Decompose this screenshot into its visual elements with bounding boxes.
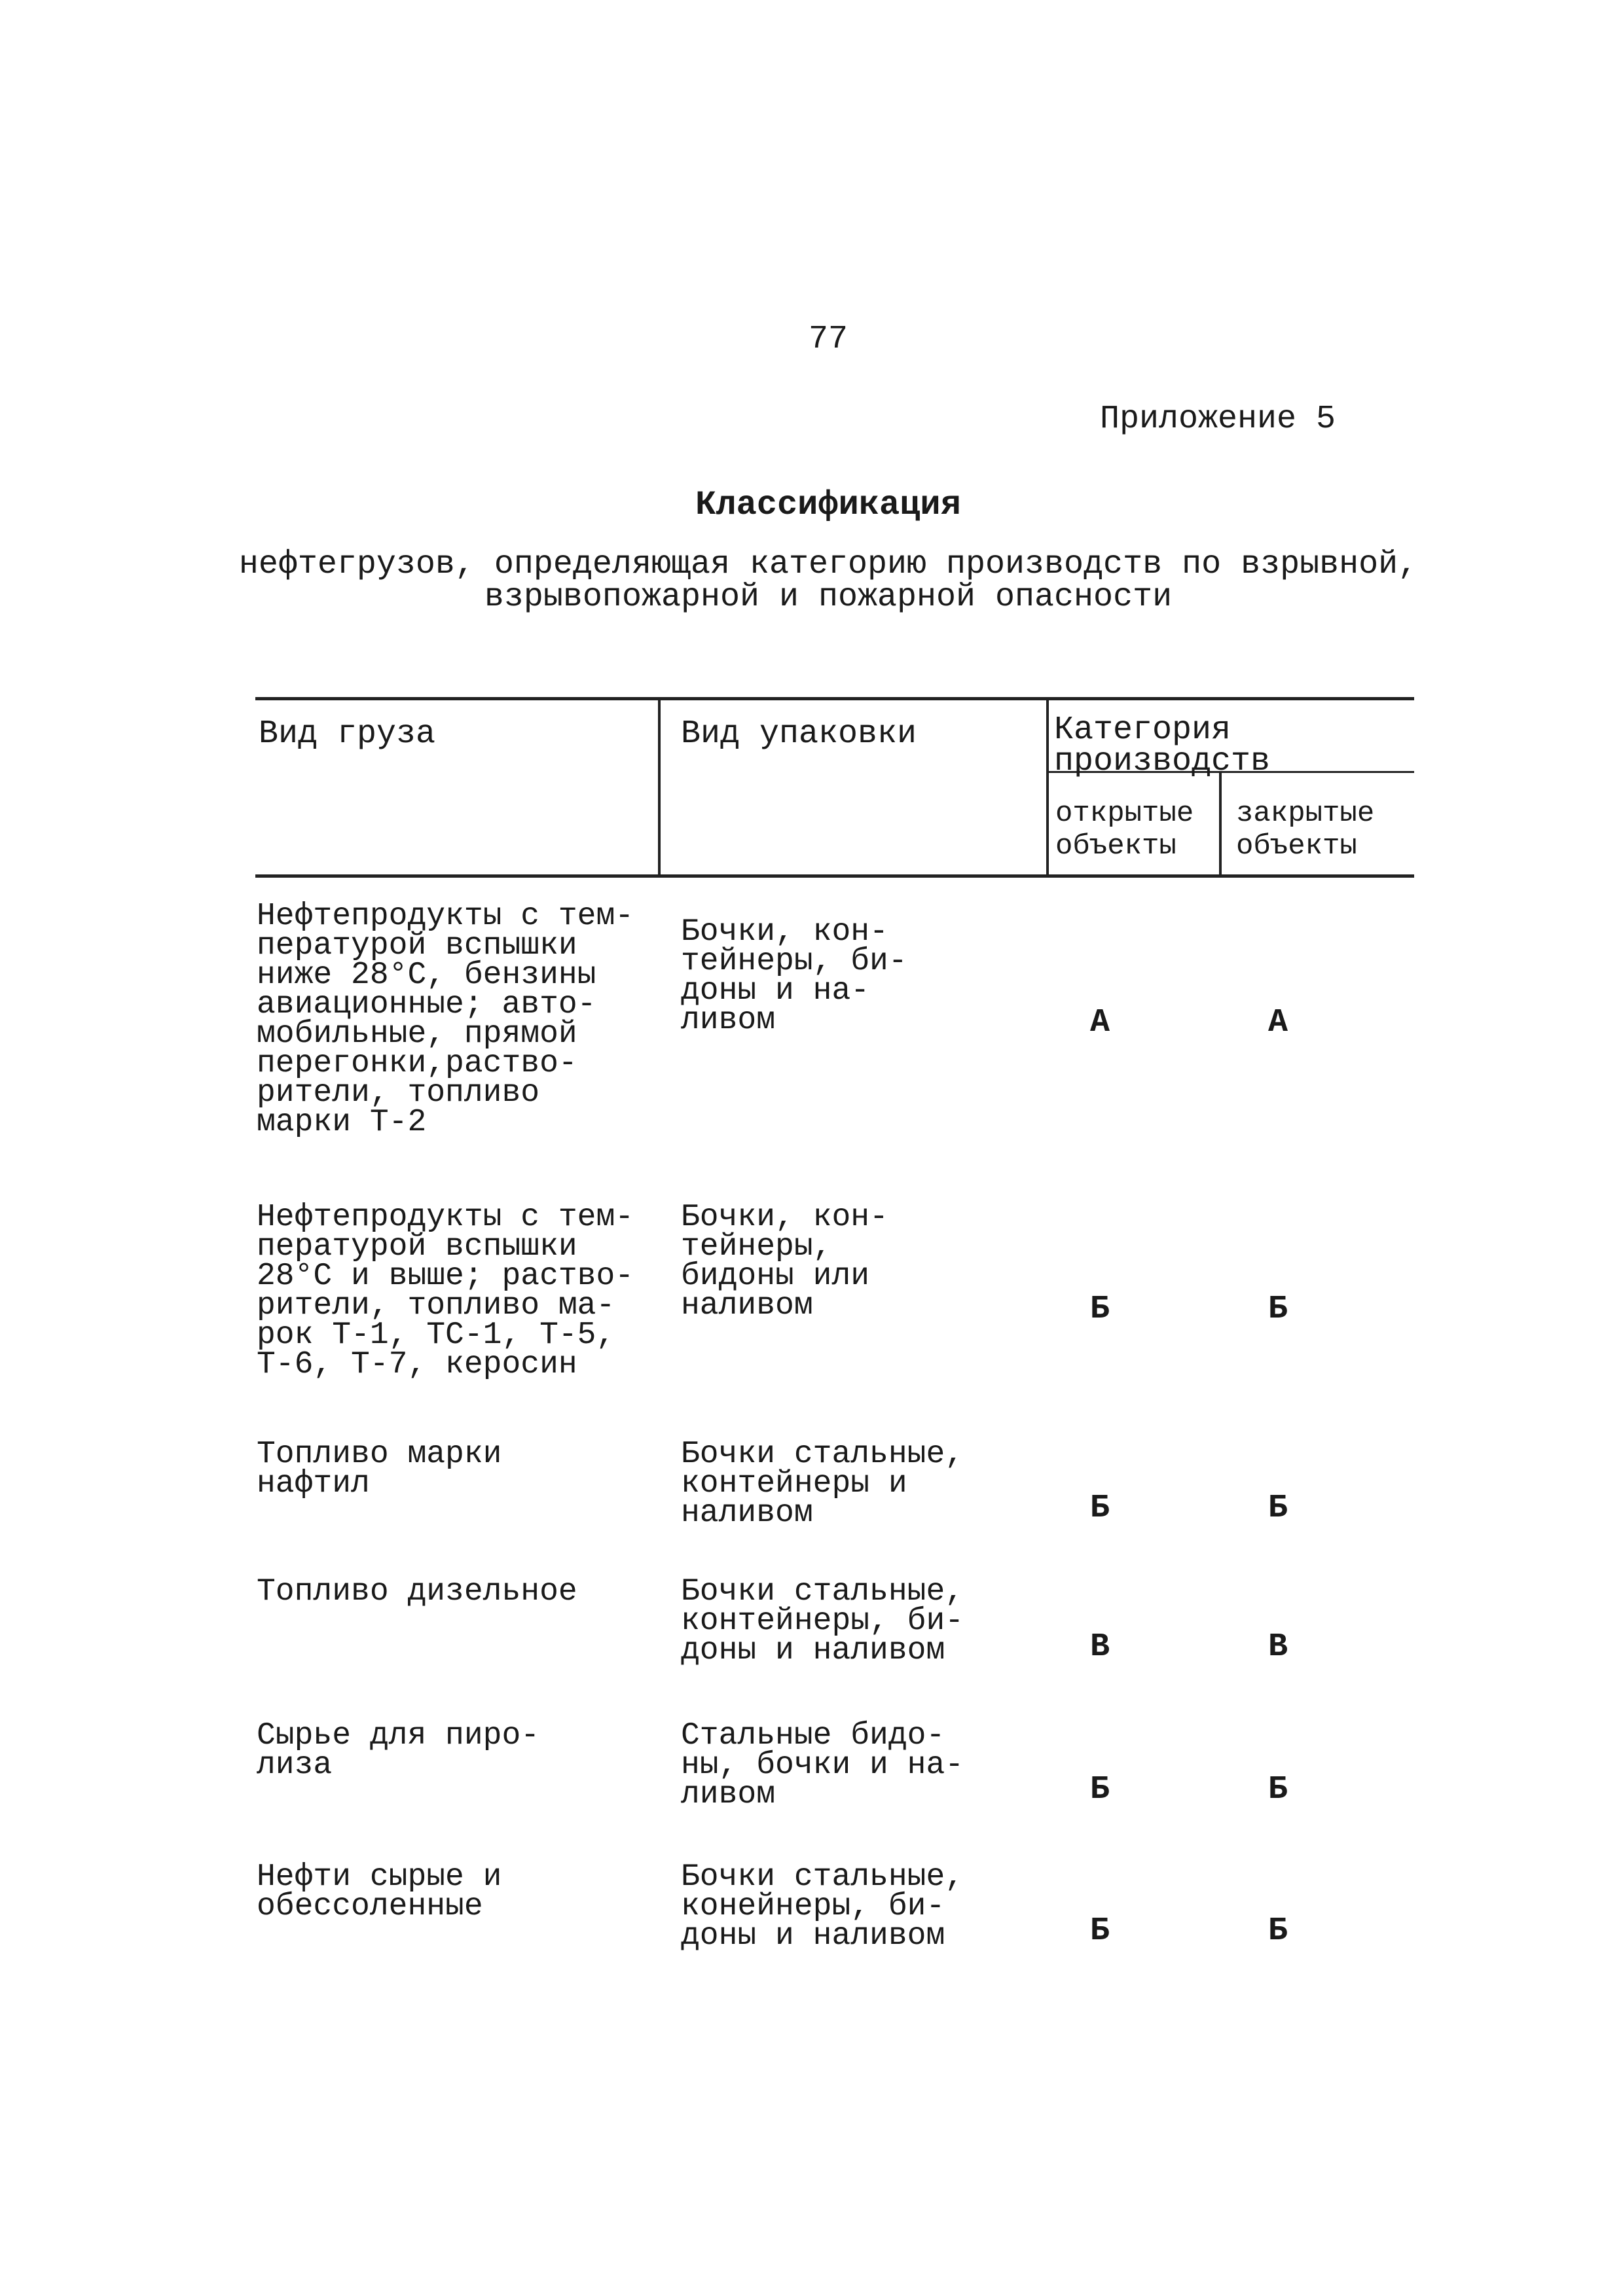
table-top-rule [255,697,1414,700]
col-divider-3 [1219,772,1222,876]
header-packaging: Вид упаковки [681,715,917,753]
table-row-6-packaging: Бочки стальные, конейнеры, би- доны и наливом [681,1859,964,1954]
table-row-5-cargo: Сырье для пиро- лиза [257,1718,540,1783]
table-row-5-packaging: Стальные бидо- ны, бочки и на- ливом [681,1718,964,1812]
header-cargo: Вид груза [259,715,436,753]
page-number: 77 [808,321,848,358]
header-bottom-rule [255,874,1414,878]
table-row-3-open: Б [1089,1490,1110,1527]
table-row-1-open: А [1089,1004,1110,1041]
table-row-6-open: Б [1089,1912,1110,1950]
table-row-4-open: В [1089,1628,1110,1666]
document-title: Классификация [695,486,961,524]
table-row-1-cargo: Нефтепродукты с тем- пературой вспышки ниже 28°С, бензины авиационные; авто- мобильные, прямой перегонки,раство- рители, топливо марки Т-2 [257,899,634,1140]
table-row-2-packaging: Бочки, кон- тейнеры, бидоны или наливом [681,1200,888,1323]
table-row-6-cargo: Нефти сырые и обессоленные [257,1859,502,1924]
table-row-5-open: Б [1089,1771,1110,1808]
header-category: Категория производств [1054,711,1271,780]
table-row-2-open: Б [1089,1291,1110,1328]
header-open-objects: открытые объекты [1055,797,1194,863]
table-row-2-closed: Б [1267,1291,1288,1328]
table-row-1-closed: А [1267,1004,1288,1041]
header-closed-objects: закрытые объекты [1236,797,1375,863]
document-subtitle: нефтегрузов, определяющая категорию производств по взрывной, взрывопожарной и пожарной опасности [238,546,1418,616]
table-row-3-closed: Б [1267,1490,1288,1527]
table-row-3-cargo: Топливо марки нафтил [257,1437,502,1501]
col-divider-2 [1046,699,1049,876]
table-row-4-closed: В [1267,1628,1288,1666]
table-row-6-closed: Б [1267,1912,1288,1950]
col-divider-1 [658,699,661,876]
table-row-3-packaging: Бочки стальные, контейнеры и наливом [681,1437,964,1531]
table-row-4-packaging: Бочки стальные, контейнеры, би- доны и наливом [681,1574,964,1668]
appendix-label: Приложение 5 [1100,401,1336,438]
table-row-5-closed: Б [1267,1771,1288,1808]
table-row-2-cargo: Нефтепродукты с тем- пературой вспышки 28°С и выше; раство- рители, топливо ма- рок Т-1, ТС-1, Т-5, Т-6, Т-7, керосин [257,1200,634,1382]
table-row-1-packaging: Бочки, кон- тейнеры, би- доны и на- ливом [681,914,907,1038]
table-row-4-cargo: Топливо дизельное [257,1574,577,1609]
